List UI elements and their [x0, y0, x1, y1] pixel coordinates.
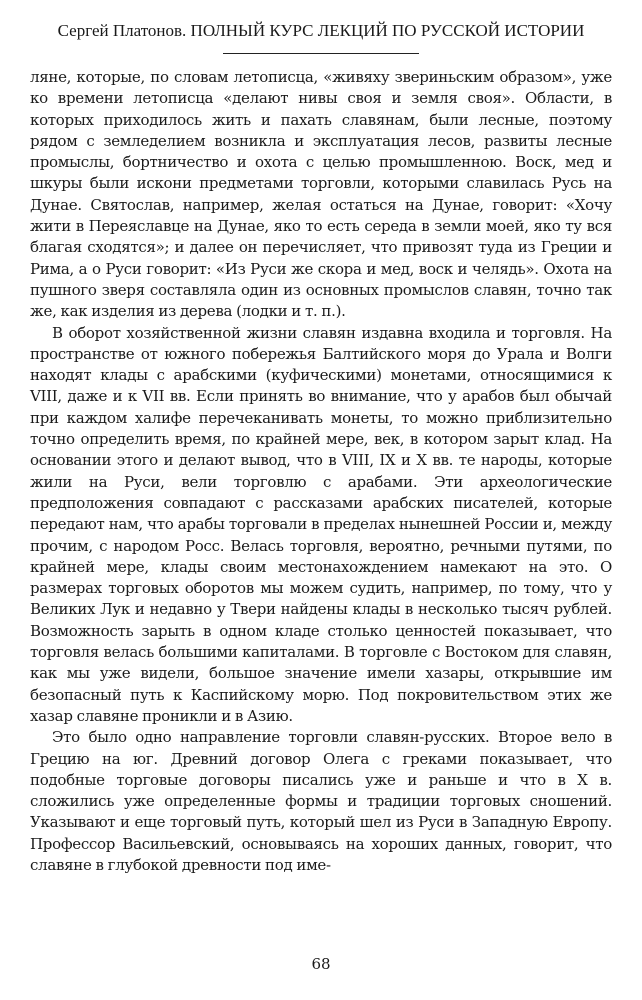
paragraph-1: ляне, которые, по словам летописца, «живяху звериньским образом», уже ко времени летописца «делают нивы своя и земля своя». Области, в которых приходилось жить и пахать славянам, были лесные, поэтому рядом с земледелием возникла и эксплуатация лесов, развиты лесные промыслы, бортничество и охота с целью промышленною. Воск, мед и шкуры были искони предметами торговли, которыми славилась Русь на Дунае. Святослав, например, желая остаться на Дунае, говорит: «Хочу жити в Переяславце на Дунае, яко то есть середа в земли моей, яко ту вся благая сходятся»; и далее он перечисляет, что привозят туда из Греции и Рима, а о Руси говорит: «Из Руси же скора и мед, воск и челядь». Охота на пушного зверя составляла один из основных промыслов славян, точно так же, как изделия из дерева (лодки и т. п.).	[30, 68, 612, 321]
paragraph-3: Это было одно направление торговли славян-русских. Второе вело в Грецию на юг. Древний договор Олега с греками показывает, что подобные торговые договоры писались уже и раньше и что в X в. сложились уже определенные формы и традиции торговых сношений. Указывают и еще торговый путь, который шел из Руси в Западную Европу. Профессор Васильевский, основываясь на хороших данных, говорит, что славяне в глубокой древности под име-	[30, 728, 612, 874]
body-text	[30, 67, 612, 876]
running-head	[30, 20, 612, 44]
running-head-author: Сергей Платонов.	[57, 21, 187, 40]
paragraph-2: В оборот хозяйственной жизни славян издавна входила и торговля. На пространстве от южного побережья Балтийского моря до Урала и Волги находят клады с арабскими (куфическими) монетами, относящимися к VIII, даже и к VII вв. Если принять во внимание, что у арабов был обычай при каждом халифе перечеканивать монеты, то можно приблизительно точно определить время, по крайней мере, век, в котором зарыт клад. На основании этого и делают вывод, что в VIII, IX и X вв. те народы, которые жили на Руси, вели торговлю с арабами. Эти археологические предположения совпадают с рассказами арабских писателей, которые передают нам, что арабы торговали в пределах нынешней России и, между прочим, с народом Росс. Велась торговля, вероятно, речными путями, по крайней мере, клады своим местонахождением намекают на это. О размерах торговых оборотов мы можем судить, например, по тому, что у Великих Лук и недавно у Твери найдены клады в несколько тысяч рублей. Возможность зарыть в одном кладе столько ценностей показывает, что торговля велась большими капиталами. В торговле с Востоком для славян, как мы уже видели, большое значение имели хазары, открывшие им безопасный путь к Каспийскому морю. Под покровительством этих же хазар славяне проникли и в Азию.	[30, 323, 612, 725]
running-head-title: ПОЛНЫЙ КУРС ЛЕКЦИЙ ПО РУССКОЙ ИСТОРИИ	[190, 21, 585, 40]
page-number: 68	[311, 955, 331, 973]
header-rule	[223, 53, 419, 54]
